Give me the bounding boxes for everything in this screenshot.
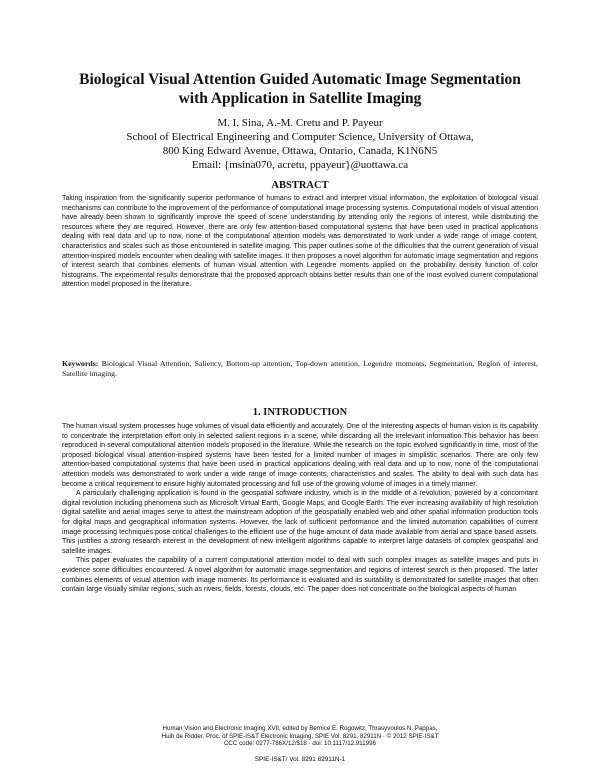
footer-line-3: CCC code: 0277-786X/12/$18 · doi: 10.1117/12.911996 bbox=[223, 740, 377, 748]
abstract-text: Taking inspiration from the significantly superior performance of humans to extract and interpret visual information, the exploitation of biological visual mechanisms can contribute to the improvement of the performance of computational image processing systems. Computational models of visual attention have already been shown to significantly improve the speed of scene understanding by attending only the regions of interest, while distributing the resources where they are required. However, there are only few attention-based computational systems that have been used in practical applications dealing with real data and up to now, none of the computational attention models was demonstrated to work under a wide range of image content, characteristics and scales such as those encountered in satellite imaging. This paper outlines some of the difficulties that the current generation of visual attention-inspired models encounter when dealing with satellite images. It then proposes a novel algorithm for automatic image segmentation and regions of interest search that combines elements of human visual attention with Legendre moments applied on the probability density function of color histograms. The experimental results demonstrate that the proposed approach obtains better results than one of the most evolved current computational attention model proposed in the literature. bbox=[62, 195, 538, 289]
abstract-heading: ABSTRACT bbox=[271, 180, 329, 191]
footer-line-1: Human Vision and Electronic Imaging XVII, edited by Bernice E. Rogowitz, Thrasyvoulos N. Pappas, bbox=[162, 725, 438, 732]
affiliation-line-2: 800 King Edward Avenue, Ottawa, Ontario, Canada, K1N6N5 bbox=[162, 145, 438, 157]
publication-footer bbox=[0, 725, 600, 748]
author-block bbox=[60, 116, 540, 172]
section-heading-introduction: 1. INTRODUCTION bbox=[252, 407, 348, 418]
affiliation-line-1: School of Electrical Engineering and Computer Science, University of Ottawa, bbox=[126, 131, 474, 143]
title-line-2: with Application in Satellite Imaging bbox=[178, 90, 422, 107]
author-names: M. I. Sina, A.-M. Cretu and P. Payeur bbox=[217, 117, 383, 129]
body-paragraph: The human visual system processes huge volumes of visual data efficiently and accurately. One of the interesting aspects of human vision is its capability to concentrate the interpretation effort only in selected salient regions in a scene, while discarding all the irrelevant information.This behavior has been reproduced in several computational attention models proposed in the literature. While the research on the topic evolved significantly in time, most of the proposed biological visual attention-inspired systems have been tested for a limited number of images in simplistic scenarios. There are only few attention-based computational systems that have been used in practical applications dealing with real data and up to now, none of the computational attention models was demonstrated to work under a wide range of image contents, characteristics and scales. The ability to deal with such data has become a critical requirement to ensure highly automated processing and full use of the growing volume of images in a timely manner. bbox=[62, 423, 538, 488]
introduction-body bbox=[62, 422, 538, 595]
body-paragraph: A particularly challenging application is found in the geospatial software industry, which is in the middle of a revolution, powered by a concomitant digital revolution including phenomena such as Microsoft Virtual Earth, Google Maps, and Google Earth. The ever increasing availability of high resolution digital satellite and aerial images serve to attest the mainstream adoption of the geospatially enabled web and other spatial information production tools for digital maps and geographical information systems. However, the lack of sufficient performance and the limited automation capabilities of current image processing techniques pose critical challenges to the efficient use of the huge amount of data made available from aerial and space based assets. This justifies a strong research interest in the development of new intelligent algorithms capable to interpret large datasets of complex geospatial and satellite images. bbox=[62, 490, 538, 555]
title-line-1: Biological Visual Attention Guided Automatic Image Segmentation bbox=[79, 71, 521, 88]
page-identifier: SPIE-IS&T/ Vol. 8291 82911N-1 bbox=[254, 756, 346, 763]
keywords-label: Keywords: bbox=[62, 359, 99, 368]
body-paragraph: This paper evaluates the capability of a current computational attention model to deal with such complex images as satellite images and puts in evidence some difficulties encountered. A novel algorithm for automatic image segmentation and regions of interest search is then proposed. The latter combines elements of visual attention with image moments. Its performance is evaluated and its suitability is demonstrated for satellite images that often contain large visually similar regions, such as rivers, fields, forests, clouds, etc. The paper does not concentrate on the biological aspects of human bbox=[62, 557, 538, 594]
footer-line-2: Huib de Ridder, Proc. of SPIE-IS&T Electronic Imaging, SPIE Vol. 8291, 82911N · © 2012 SPIE-IS&T bbox=[161, 732, 439, 740]
paper-title bbox=[40, 70, 560, 108]
keywords bbox=[62, 359, 538, 379]
keywords-text: Biological Visual Attention, Saliency, Bottom-up attention, Top-down attention, Legendre moments, Segmentation, Region of interest, Satellite imaging. bbox=[62, 359, 539, 378]
author-email: Email: {msina070, acretu, ppayeur}@uottawa.ca bbox=[191, 159, 409, 171]
